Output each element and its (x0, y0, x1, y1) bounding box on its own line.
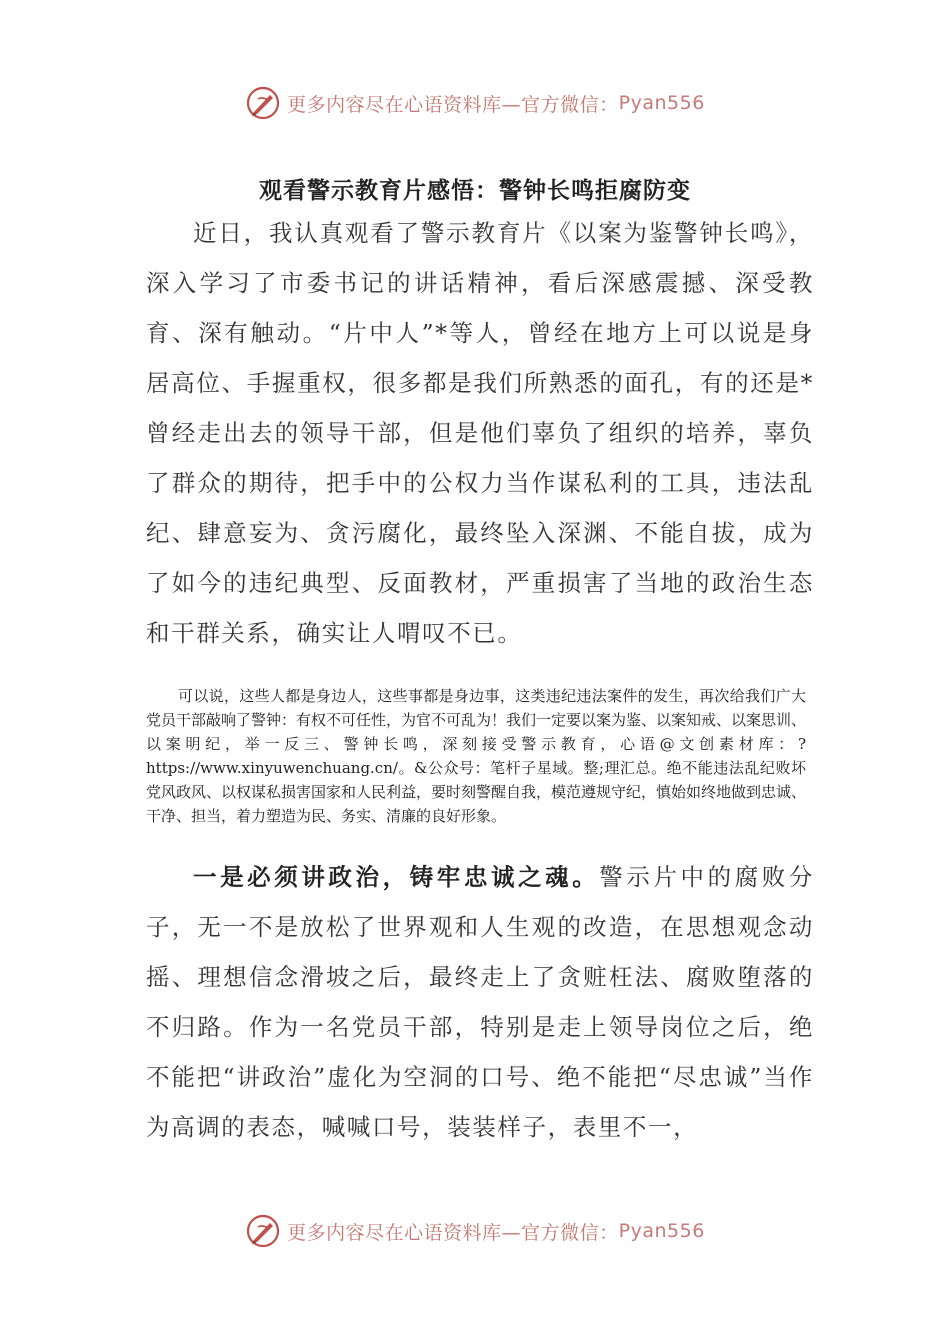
pen-logo-icon (245, 85, 281, 121)
document-title: 观看警示教育片感悟：警钟长鸣拒腐防变 (259, 177, 691, 204)
banner-text: 更多内容尽在心语资料库—官方微信： (287, 93, 619, 116)
paragraph-3-body: 警示片中的腐败分子，无一不是放松了世界观和人生观的改造，在思想观念动摇、理想信念滑坡之后，最终走上了贪赃枉法、腐败堕落的不归路。作为一名党员干部，特别是走上领导岗位之后，绝不能把“讲政治”虚化为空洞的口号、绝不能把“尽忠诚”当作为高调的表态，喊喊口号，装装样子，表里不一， (146, 863, 814, 1141)
banner-wechat-id: Pyan556 (618, 1220, 705, 1242)
paragraph-3-lead: 一是必须讲政治，铸牢忠诚之魂。 (193, 863, 600, 891)
paragraph-3 (146, 852, 814, 1152)
paragraph-2: 可以说，这些人都是身边人，这些事都是身边事，这类违纪违法案件的发生，再次给我们广大党员干部敲响了警钟：有权不可任性，为官不可乱为！我们一定要以案为鉴、以案知戒、以案思训、以案明纪，举一反三、警钟长鸣，深刻接受警示教育，心语@文创素材库：?https://www.xinyuwenchuang.cn/。&公众号：笔杆子星域。整;理汇总。绝不能违法乱纪败坏党风政风、以权谋私损害国家和人民利益，要时刻警醒自我，模范遵规守纪，慎始如终地做到忠诚、干净、担当，着力塑造为民、务实、清廉的良好形象。 (146, 687, 807, 825)
footer-banner (0, 1206, 950, 1256)
paragraph-1: 近日，我认真观看了警示教育片《以案为鉴警钟长鸣》，深入学习了市委书记的讲话精神，看后深感震撼、深受教育、深有触动。“片中人”*等人，曾经在地方上可以说是身居高位、手握重权，很多都是我们所熟悉的面孔，有的还是*曾经走出去的领导干部，但是他们辜负了组织的培养，辜负了群众的期待，把手中的公权力当作谋私利的工具，违法乱纪、肆意妄为、贪污腐化，最终坠入深渊、不能自拔，成为了如今的违纪典型、反面教材，严重损害了当地的政治生态和干群关系，确实让人喟叹不已。 (146, 219, 814, 647)
pen-logo-icon (245, 1213, 281, 1249)
header-banner (0, 78, 950, 128)
banner-wechat-id: Pyan556 (618, 92, 705, 114)
banner-text: 更多内容尽在心语资料库—官方微信： (287, 1221, 619, 1244)
